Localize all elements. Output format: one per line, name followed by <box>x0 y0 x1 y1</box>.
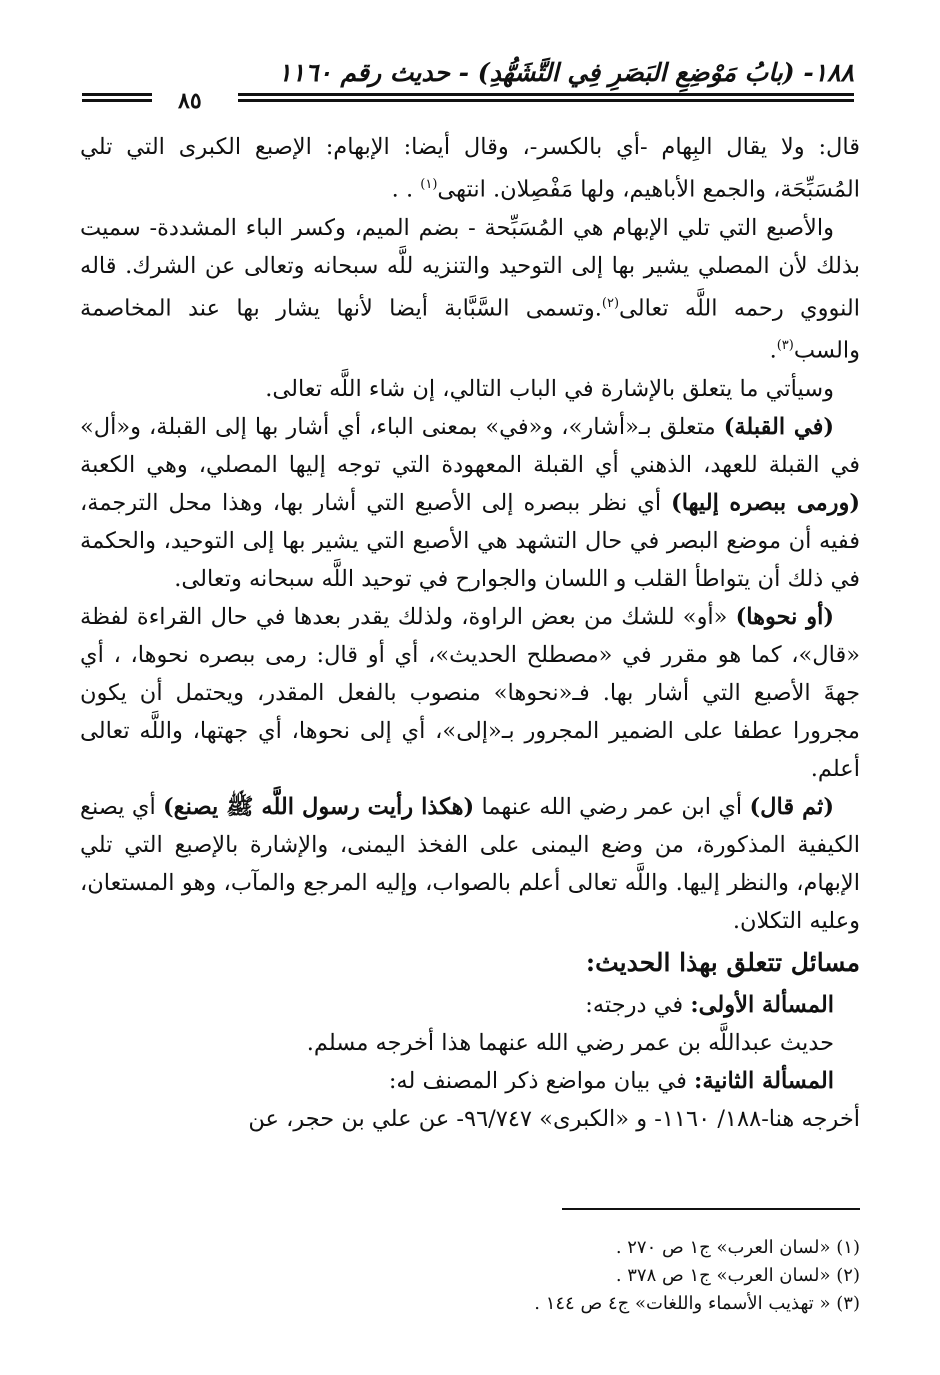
paragraph-text: قال: ولا يقال البِهام -أي بالكسر-، وقال أيضا: الإبهام: الإصبع الكبرى التي تلي المُسَبِّحَة، والجمع الأباهيم، ولها مَفْصِلان. انتهى <box>80 134 860 203</box>
footnote-ref: (٢) <box>601 295 620 311</box>
paragraph <box>80 408 860 598</box>
issue-line <box>80 1062 860 1100</box>
quoted-phrase: (ثم قال) <box>749 793 834 820</box>
header-rule-short <box>82 99 152 102</box>
footnote: (٣) « تهذيب الأسماء واللغات» ج٤ ص ١٤٤ . <box>534 1293 860 1314</box>
paragraph: حديث عبداللَّه بن عمر رضي الله عنهما هذا أخرجه مسلم. <box>306 1029 834 1056</box>
paragraph <box>80 209 860 370</box>
footnote-ref: (١) <box>420 177 438 192</box>
quoted-phrase: (في القبلة) <box>723 413 834 440</box>
paragraph-text: .وتسمى السَّبَّابة أيضا لأنها يشار بها عند المخاصمة والسب <box>80 295 860 364</box>
header-rule <box>238 99 854 102</box>
page-number: ٨٥ <box>178 88 202 114</box>
issue-text: في بيان مواضع ذكر المصنف له: <box>388 1067 695 1094</box>
footnote: (٢) «لسان العرب» ج١ ص ٣٧٨ . <box>615 1265 860 1286</box>
section-heading: مسائل تتعلق بهذا الحديث: <box>585 947 860 977</box>
quoted-phrase: (أو نحوها) <box>735 603 834 630</box>
paragraph-text: «أو» للشك من بعض الراوة، ولذلك يقدر بعدها في حال القراءة لفظة «قال»، كما هو مقرر في «مصطلح الحديث»، أي أو قال: رمى ببصره نحوها، ، أي جهةَ الأصبع التي أشار بها. فـ«نحوها» منصوب بالفعل المقدر، ويحتمل أن يكون مجرورا عطفا على الضمير المجرور بـ«إلى»، أي إلى نحوها، أي جهتها، واللَّه تعالى أعلم. <box>80 603 860 782</box>
paragraph-text: أي ابن عمر رضي الله عنهما <box>474 793 750 820</box>
paragraph <box>80 128 860 209</box>
quoted-phrase: (هكذا رأيت رسول اللَّه ﷺ يصنع) <box>163 793 475 820</box>
paragraph-text: . . <box>391 176 414 203</box>
issue-label: المسألة الثانية: <box>694 1067 834 1094</box>
paragraph: أخرجه هنا-١٨٨/ ١١٦٠- و «الكبرى» ٩٦/٧٤٧- عن علي بن حجر، عن <box>248 1105 860 1132</box>
issue-text: في درجته: <box>585 991 691 1018</box>
header-rule-short <box>82 93 152 96</box>
paragraph-text: . <box>769 337 777 364</box>
issue-label: المسألة الأولى: <box>690 991 834 1018</box>
paragraph: وسيأتي ما يتعلق بالإشارة في الباب التالي، إن شاء اللَّه تعالى. <box>265 375 834 402</box>
paragraph <box>80 788 860 940</box>
paragraph <box>80 598 860 788</box>
paragraph-text: أي نظر ببصره إلى الأصبع التي أشار بها، وهذا محل الترجمة، ففيه أن موضع البصر في حال التشهد هي الأصبع التي يشير بها إلى التوحيد، والحكمة في ذلك أن يتواطأ القلب و اللسان والجوارح في توحيد اللَّه سبحانه وتعالى. <box>80 489 860 592</box>
paragraph-text: متعلق بـ«أشار»، و«في» بمعنى الباء، أي أشار بها إلى القبلة، و«أل» في القبلة للعهد، الذهني أي القبلة المعهودة التي توجه إليها المصلي، وهي الكعبة <box>80 413 860 478</box>
footnotes <box>300 1234 860 1318</box>
running-header-title: ١٨٨- (بابُ مَوْضِعِ البَصَرِ فِي التَّشَهُّدِ) - حديث رقم ١١٦٠ <box>278 58 854 87</box>
main-text <box>80 128 860 1138</box>
footnote: (١) «لسان العرب» ج١ ص ٢٧٠ . <box>615 1237 860 1258</box>
paragraph-text: أي يصنع الكيفية المذكورة، من وضع اليمنى على الفخذ اليمنى، والإشارة بالإصبع التي تلي الإبهام، والنظر إليها. واللَّه تعالى أعلم بالصواب، وإليه المرجع والمآب، وهو المستعان، وعليه التكلان. <box>80 793 861 934</box>
header-rule <box>238 93 854 96</box>
issue-line <box>80 986 860 1024</box>
footnote-ref: (٣) <box>776 338 794 353</box>
quoted-phrase: (ورمى ببصره إليها) <box>671 489 860 516</box>
paragraph-text: والأصبع التي تلي الإبهام هي المُسَبِّحة - بضم الميم، وكسر الباء المشددة- سميت بذلك لأن المصلي يشير بها إلى التوحيد والتنزيه للَّه سبحانه وتعالى عن الشرك. قاله النووي رحمه اللَّه تعالى <box>80 214 860 321</box>
footnote-divider <box>562 1208 860 1210</box>
